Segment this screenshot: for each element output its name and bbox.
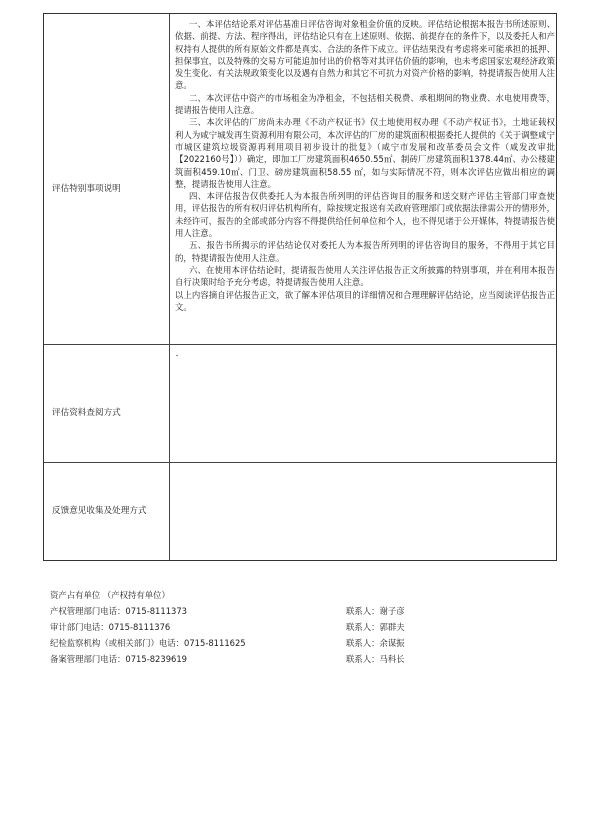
special-matters-content	[175, 18, 555, 313]
owner-title: 资产占有单位 （产权持有单位）	[50, 590, 170, 600]
info-table	[43, 13, 557, 561]
special-matters-label: 评估特别事项说明	[52, 184, 121, 194]
contact-row	[50, 603, 560, 619]
note-paragraph: 一、本评估结论系对评估基准日评估咨询对象租金价值的反映。评估结论根据本报告书所述原则、依据、前提、方法、程序得出，评估结论只有在上述原则、依据、前提存在的条件下，以及委托人和产权持有人提供的所有原始文件都是真实、合法的条件下成立。评估结果没有考虑将来可能承担的抵押、担保事宜，以及特殊的交易方可能追加付出的价格等对其评估价值的影响，也未考虑国家宏观经济政策发生变化、有关法规政策变化以及遇有自然力和其它不可抗力对资产价格的影响，特提请报告使用人注意。	[175, 19, 555, 91]
row-divider	[44, 462, 556, 463]
contact-person: 联系人：余谋振	[346, 638, 405, 648]
phone-text: 产权管理部门电话：0715-8111373	[50, 606, 188, 616]
note-paragraph: 三、本次评估的厂房尚未办理《不动产权证书》仅土地使用权办理《不动产权证书》，土地证载权利人为咸宁城发再生资源利用有限公司，本次评估的厂房的建筑面积根据委托人提供的《关于调整咸宁市城区建筑垃圾资源再利用项目初步设计的批复》（咸宁市发展和改革委员会文件（咸发改审批【2022160号】））确定，即加工厂房建筑面积4650.55㎡、制砖厂房建筑面积1378.44㎡、办公楼建筑面积459.10㎡、门卫、磅房建筑面积58.55 ㎡，如与实际情况不符，则本次评估应做出相应的调整，提请报告使用人注意。	[175, 117, 555, 189]
note-paragraph: 四、本评估报告仅供委托人为本报告所列明的评估咨询目的服务和送交财产评估主管部门审查使用，评估报告的所有权归评估机构所有，除按规定报送有关政府管理部门或依据法律需公开的情形外，未经许可，报告的全部或部分内容不得提供给任何单位和个人，也不得见诸于公开媒体，特提请报告使用人注意。	[175, 191, 555, 239]
contact-row	[50, 619, 560, 635]
phone-text: 纪检监察机构（或相关部门）电话：0715-8111625	[50, 638, 246, 648]
contact-footer	[50, 587, 560, 667]
note-paragraph: 六、在使用本评估结论时，提请报告使用人关注评估报告正文所披露的特别事项，并在利用本报告自行决策时给予充分考虑，特提请报告使用人注意。	[175, 264, 555, 288]
phone-text: 审计部门电话：0715-8111376	[50, 622, 171, 632]
data-access-label: 评估资料查阅方式	[52, 408, 121, 418]
contact-person: 联系人：郭群夫	[346, 622, 405, 632]
column-divider	[169, 14, 170, 560]
row-divider	[44, 344, 556, 345]
note-paragraph: 五、报告书所揭示的评估结论仅对委托人为本报告所列明的评估咨询目的服务，不得用于其它目的，特提请报告使用人注意。	[175, 240, 555, 263]
note-paragraph: 以上内容摘自评估报告正文，欲了解本评估项目的详细情况和合理理解评估结论，应当阅读评估报告正文。	[175, 289, 555, 312]
contact-row	[50, 635, 560, 651]
scan-mark	[176, 355, 178, 356]
phone-text: 备案管理部门电话：0715-8239619	[50, 654, 188, 664]
contact-person: 联系人：谢子彦	[346, 606, 405, 616]
note-paragraph: 二、本次评估中资产的市场租金为净租金，不包括相关税费、承租期间的物业费、水电使用费等，提请报告使用人注意。	[175, 92, 555, 116]
feedback-label: 反馈意见收集及处理方式	[52, 506, 147, 516]
contact-row	[50, 651, 560, 667]
contact-person: 联系人：马科长	[346, 654, 405, 664]
